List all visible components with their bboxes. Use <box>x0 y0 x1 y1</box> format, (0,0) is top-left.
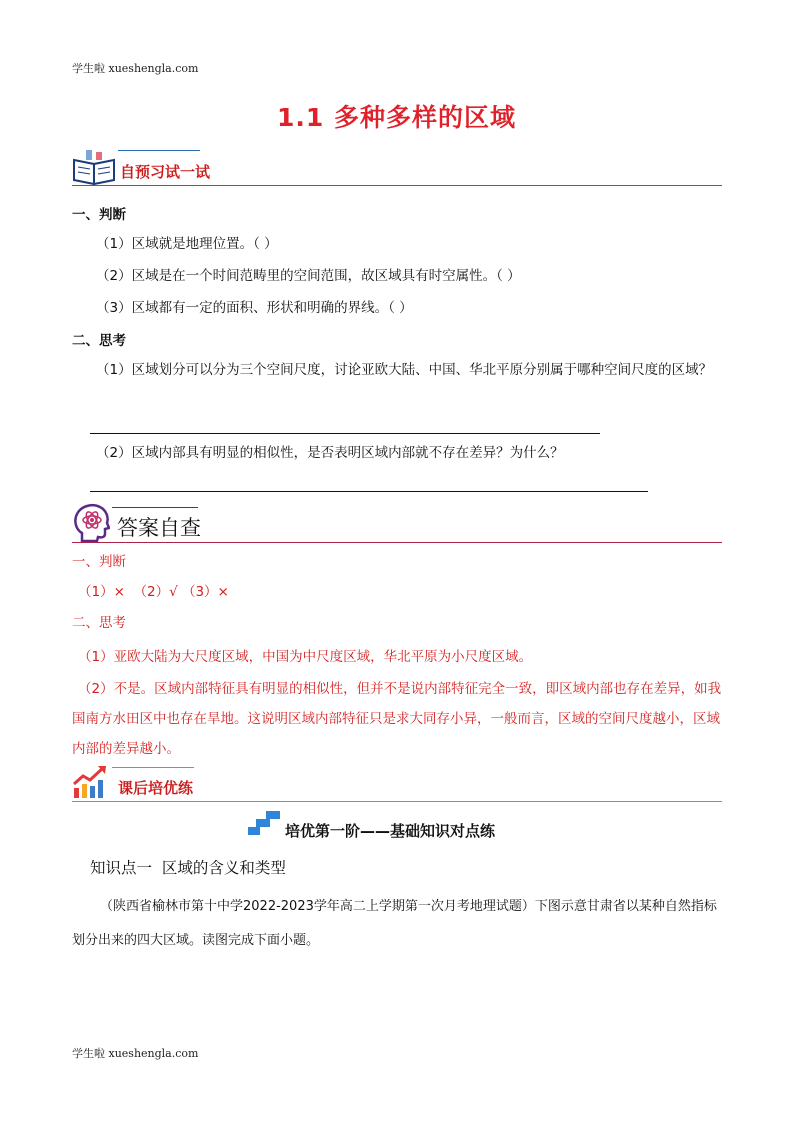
q2-item-1: （1）区域划分可以分为三个空间尺度，讨论亚欧大陆、中国、华北平原分别属于哪种空间尺度的区域？ <box>96 362 713 378</box>
a2-heading: 二、思考 <box>72 615 126 631</box>
page-title: 1.1 多种多样的区域 <box>277 103 516 132</box>
section2-rule <box>72 542 722 543</box>
a2-item-2: （2）不是。区域内部特征具有明显的相似性，但并不是说内部特征完全一致，即区域内部也存在差异，如我国南方水田区中也存在旱地。这说明区域内部特征只是求大同存小异，一般而言，区域的空间尺度越小，区域内部的差异越小。 <box>72 681 722 757</box>
section3-rule <box>72 801 722 802</box>
section1-rule <box>72 185 722 186</box>
answer-line <box>90 433 600 434</box>
growth-chart-icon <box>72 764 108 800</box>
steps-icon <box>248 811 282 837</box>
section3-banner-label: 课后培优练 <box>118 779 194 797</box>
section2-banner-label: 答案自查 <box>117 516 201 540</box>
answer-line <box>90 491 648 492</box>
q1-item: （2）区域是在一个时间范畴里的空间范围，故区域具有时空属性。（ ） <box>96 268 521 284</box>
question-passage: （陕西省榆林市第十中学2022-2023学年高二上学期第一次月考地理试题）下图示意甘肃省以某种自然指标划分出来的四大区域。读图完成下面小题。 <box>72 899 717 948</box>
a2-item-1: （1）亚欧大陆为大尺度区域，中国为中尺度区域，华北平原为小尺度区域。 <box>78 649 533 665</box>
q2-heading: 二、思考 <box>72 333 126 349</box>
open-book-icon <box>72 150 118 186</box>
q1-item: （3）区域都有一定的面积、形状和明确的界线。（ ） <box>96 300 413 316</box>
brain-head-icon <box>72 503 110 543</box>
subsection-heading: 培优第一阶——基础知识对点练 <box>285 822 496 840</box>
page-footer: 学生啦 xueshengla.com <box>72 1047 199 1060</box>
knowledge-point-heading: 知识点一 区域的含义和类型 <box>90 859 286 877</box>
section3-top-rule <box>112 767 194 768</box>
q2-item-2: （2）区域内部具有明显的相似性，是否表明区域内部就不存在差异？为什么？ <box>96 445 564 461</box>
section1-top-rule <box>118 150 200 151</box>
page-header: 学生啦 xueshengla.com <box>72 62 199 75</box>
q1-heading: 一、判断 <box>72 207 126 223</box>
a1-heading: 一、判断 <box>72 554 126 570</box>
section1-banner-label: 自预习试一试 <box>120 163 211 181</box>
a1-answer: （1）× （2）√ （3）× <box>78 584 229 600</box>
section2-top-rule <box>112 507 198 508</box>
q1-item: （1）区域就是地理位置。（ ） <box>96 236 278 252</box>
